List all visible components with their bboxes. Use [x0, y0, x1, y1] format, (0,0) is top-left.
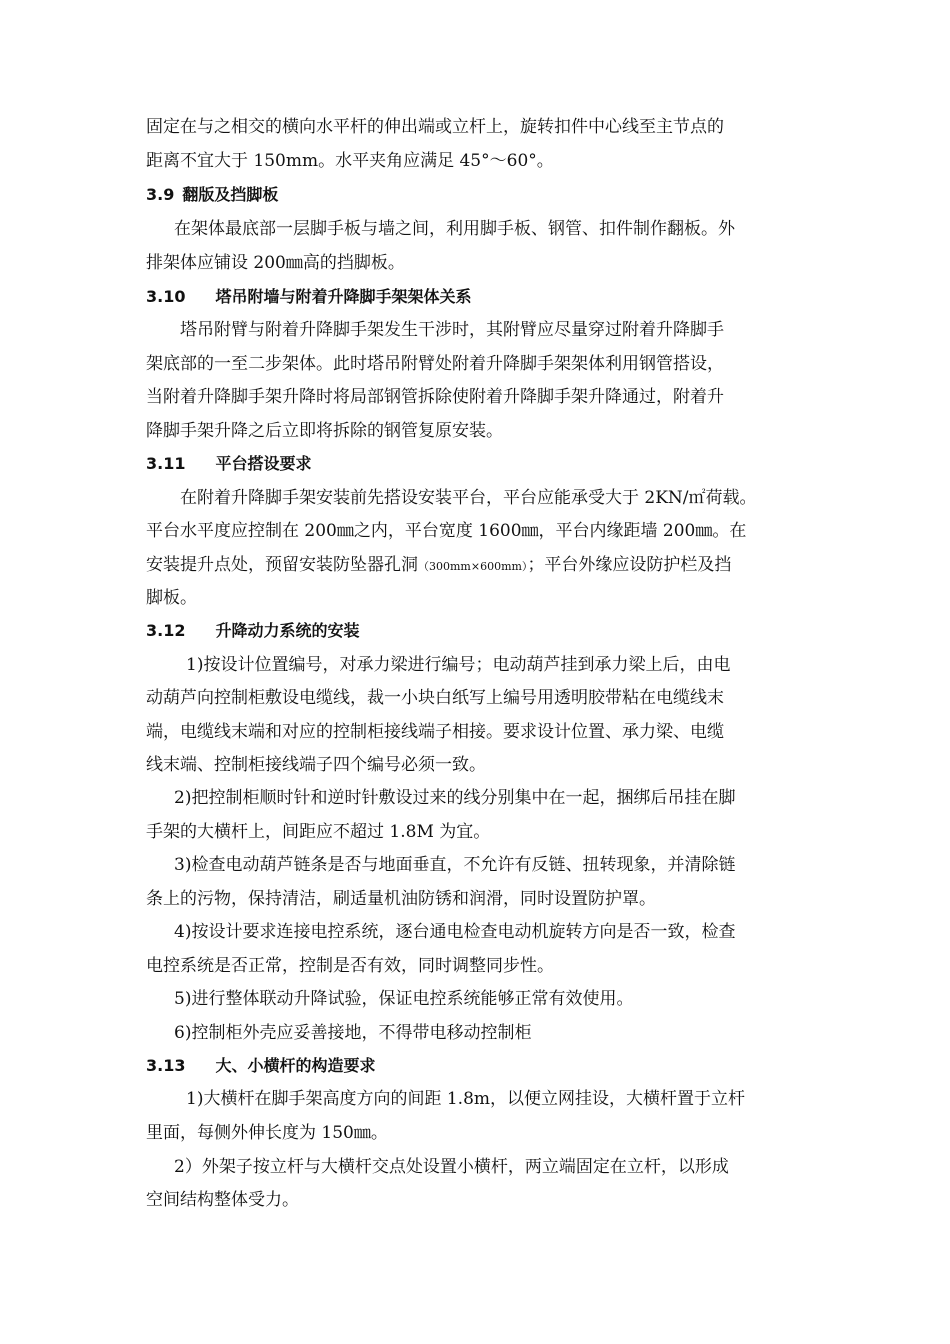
section-heading-3-11: [146, 454, 312, 474]
section-heading-3-13: [146, 1056, 376, 1076]
paragraph-line: 在附着升降脚手架安装前先搭设安装平台，平台应能承受大于 2KN/㎡荷载。: [180, 488, 757, 508]
section-title: 塔吊附墙与附着升降脚手架架体关系: [215, 287, 472, 306]
paragraph-line: 手架的大横杆上，间距应不超过 1.8M 为宜。: [146, 822, 491, 842]
section-number: 3.13: [146, 1056, 186, 1075]
paragraph-line: 6)控制柜外壳应妥善接地，不得带电移动控制柜: [174, 1023, 532, 1043]
section-number: 3.9: [146, 185, 175, 204]
paragraph-line: 架底部的一至二步架体。此时塔吊附臂处附着升降脚手架架体利用钢管搭设，: [146, 354, 724, 374]
section-number: 3.11: [146, 454, 186, 473]
text-run: ；平台外缘应设防护栏及挡: [527, 555, 732, 575]
section-heading-3-9: [146, 185, 278, 205]
paragraph-line: 距离不宜大于 150mm。水平夹角应满足 45°～60°。: [146, 151, 554, 171]
paragraph-line: 当附着升降脚手架升降时将局部钢管拆除使附着升降脚手架升降通过，附着升: [146, 387, 724, 407]
paragraph-line: 空间结构整体受力。: [146, 1190, 299, 1210]
paragraph-line: 3)检查电动葫芦链条是否与地面垂直，不允许有反链、扭转现象，并清除链: [174, 855, 736, 875]
paragraph-line: 4)按设计要求连接电控系统，逐台通电检查电动机旋转方向是否一致，检查: [174, 922, 736, 942]
section-heading-3-12: [146, 621, 360, 641]
paragraph-line: 条上的污物，保持清洁，刷适量机油防锈和润滑，同时设置防护罩。: [146, 889, 656, 909]
paragraph-line: 电控系统是否正常，控制是否有效，同时调整同步性。: [146, 956, 554, 976]
paragraph-line: 1)按设计位置编号，对承力梁进行编号；电动葫芦挂到承力梁上后，由电: [186, 655, 731, 675]
text-run-small: （300mm×600mm）: [418, 560, 528, 573]
paragraph-line: [146, 555, 731, 577]
paragraph-line: 线末端、控制柜接线端子四个编号必须一致。: [146, 755, 486, 775]
paragraph-line: 在架体最底部一层脚手板与墙之间，利用脚手板、钢管、扣件制作翻板。外: [174, 219, 735, 239]
paragraph-line: 塔吊附臂与附着升降脚手架发生干涉时，其附臂应尽量穿过附着升降脚手: [180, 320, 724, 340]
paragraph-line: 固定在与之相交的横向水平杆的伸出端或立杆上，旋转扣件中心线至主节点的: [146, 117, 724, 137]
section-title: 翻版及挡脚板: [182, 185, 279, 204]
paragraph-line: 里面，每侧外伸长度为 150㎜。: [146, 1123, 388, 1143]
section-title: 大、小横杆的构造要求: [215, 1056, 376, 1075]
paragraph-line: 脚板。: [146, 588, 197, 608]
paragraph-line: 降脚手架升降之后立即将拆除的钢管复原安装。: [146, 421, 503, 441]
paragraph-line: 1)大横杆在脚手架高度方向的间距 1.8m，以便立网挂设，大横杆置于立杆: [186, 1089, 746, 1109]
section-title: 升降动力系统的安装: [215, 621, 360, 640]
paragraph-line: 5)进行整体联动升降试验，保证电控系统能够正常有效使用。: [174, 989, 634, 1009]
text-run: 安装提升点处，预留安装防坠器孔洞: [146, 555, 418, 575]
section-number: 3.12: [146, 621, 186, 640]
paragraph-line: 动葫芦向控制柜敷设电缆线，裁一小块白纸写上编号用透明胶带粘在电缆线末: [146, 688, 724, 708]
paragraph-line: 2）外架子按立杆与大横杆交点处设置小横杆，两立端固定在立杆，以形成: [174, 1157, 729, 1177]
paragraph-line: 端，电缆线末端和对应的控制柜接线端子相接。要求设计位置、承力梁、电缆: [146, 722, 724, 742]
paragraph-line: 2)把控制柜顺时针和逆时针敷设过来的线分别集中在一起，捆绑后吊挂在脚: [174, 788, 736, 808]
section-heading-3-10: [146, 287, 472, 307]
paragraph-line: 平台水平度应控制在 200㎜之内，平台宽度 1600㎜，平台内缘距墙 200㎜。在: [146, 521, 747, 541]
paragraph-line: 排架体应铺设 200㎜高的挡脚板。: [146, 253, 405, 273]
section-number: 3.10: [146, 287, 186, 306]
section-title: 平台搭设要求: [215, 454, 312, 473]
